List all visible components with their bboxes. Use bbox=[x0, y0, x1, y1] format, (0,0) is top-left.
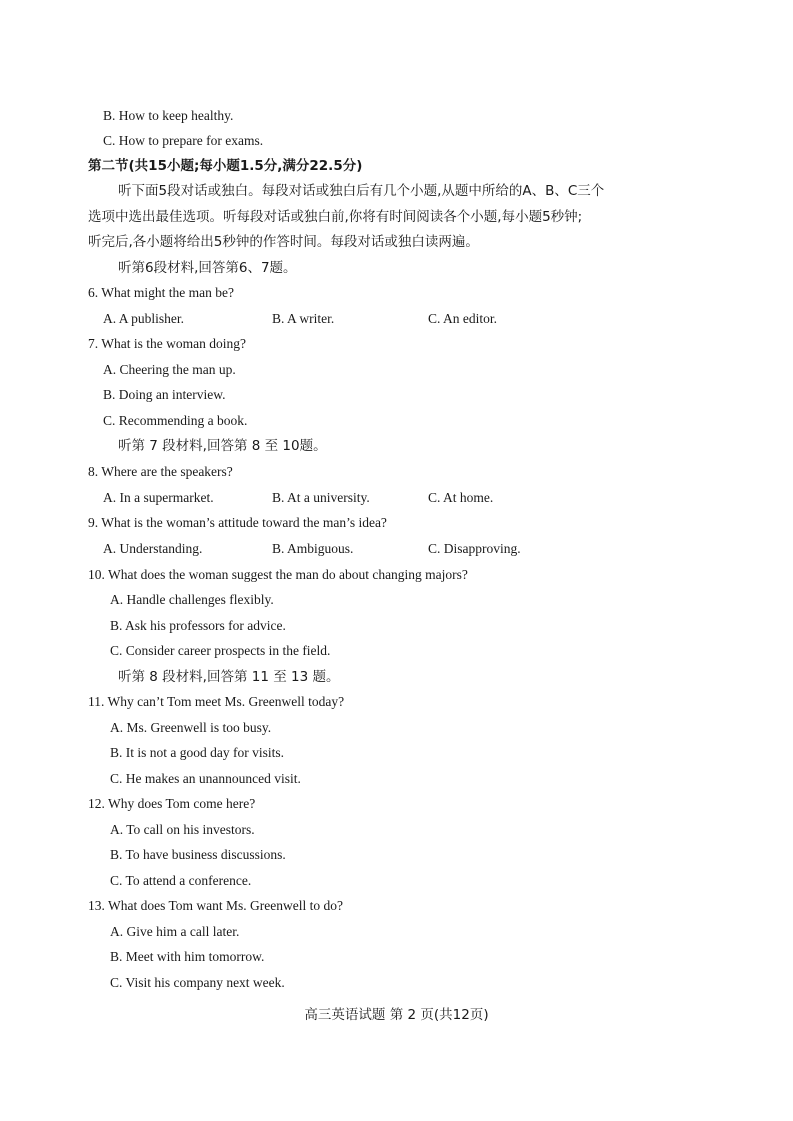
q11-option-a: A. Ms. Greenwell is too busy. bbox=[110, 720, 272, 735]
q10-option-c: C. Consider career prospects in the field. bbox=[110, 643, 331, 658]
q6-option-a: A. A publisher. bbox=[103, 311, 185, 326]
q13-option-c: C. Visit his company next week. bbox=[110, 975, 285, 990]
q5-option-c: C. How to prepare for exams. bbox=[103, 133, 264, 148]
material-8-instruction: 听第 8 段材料,回答第 11 至 13 题。 bbox=[118, 669, 340, 685]
q8-option-b: B. At a university. bbox=[272, 490, 370, 505]
instruction-line-1: 听下面5段对话或独白。每段对话或独白后有几个小题,从题中所给的A、B、C三个 bbox=[118, 183, 605, 199]
q9-option-a: A. Understanding. bbox=[103, 541, 203, 556]
q6-stem: 6. What might the man be? bbox=[88, 285, 234, 300]
instruction-line-2: 选项中选出最佳选项。听每段对话或独白前,你将有时间阅读各个小题,每小题5秒钟; bbox=[88, 209, 583, 225]
q11-option-c: C. He makes an unannounced visit. bbox=[110, 771, 301, 786]
q9-option-c: C. Disapproving. bbox=[428, 541, 521, 556]
q6-option-b: B. A writer. bbox=[272, 311, 335, 326]
section-heading: 第二节(共15小题;每小题1.5分,满分22.5分) bbox=[88, 158, 363, 174]
q10-option-a: A. Handle challenges flexibly. bbox=[110, 592, 274, 607]
q6-option-c: C. An editor. bbox=[428, 311, 498, 326]
q8-stem: 8. Where are the speakers? bbox=[88, 464, 233, 479]
q8-option-a: A. In a supermarket. bbox=[103, 490, 214, 505]
q13-option-b: B. Meet with him tomorrow. bbox=[110, 949, 265, 964]
q7-option-a: A. Cheering the man up. bbox=[103, 362, 236, 377]
q10-option-b: B. Ask his professors for advice. bbox=[110, 618, 286, 633]
q11-stem: 11. Why can’t Tom meet Ms. Greenwell today? bbox=[88, 694, 345, 709]
page-footer: 高三英语试题 第 2 页(共12页) bbox=[304, 1007, 489, 1023]
q7-option-b: B. Doing an interview. bbox=[103, 387, 226, 402]
material-7-instruction: 听第 7 段材料,回答第 8 至 10题。 bbox=[118, 438, 327, 454]
q12-stem: 12. Why does Tom come here? bbox=[88, 796, 256, 811]
instruction-line-3: 听完后,各小题将给出5秒钟的作答时间。每段对话或独白读两遍。 bbox=[88, 234, 479, 250]
q7-stem: 7. What is the woman doing? bbox=[88, 336, 246, 351]
q8-option-c: C. At home. bbox=[428, 490, 494, 505]
q7-option-c: C. Recommending a book. bbox=[103, 413, 248, 428]
material-6-instruction: 听第6段材料,回答第6、7题。 bbox=[118, 260, 297, 276]
q10-stem: 10. What does the woman suggest the man do about changing majors? bbox=[88, 567, 468, 582]
q12-option-b: B. To have business discussions. bbox=[110, 847, 286, 862]
q13-option-a: A. Give him a call later. bbox=[110, 924, 240, 939]
q12-option-c: C. To attend a conference. bbox=[110, 873, 252, 888]
q5-option-b: B. How to keep healthy. bbox=[103, 108, 234, 123]
q13-stem: 13. What does Tom want Ms. Greenwell to do? bbox=[88, 898, 344, 913]
q9-stem: 9. What is the woman’s attitude toward the man’s idea? bbox=[88, 515, 387, 530]
q12-option-a: A. To call on his investors. bbox=[110, 822, 255, 837]
q9-option-b: B. Ambiguous. bbox=[272, 541, 354, 556]
q11-option-b: B. It is not a good day for visits. bbox=[110, 745, 284, 760]
